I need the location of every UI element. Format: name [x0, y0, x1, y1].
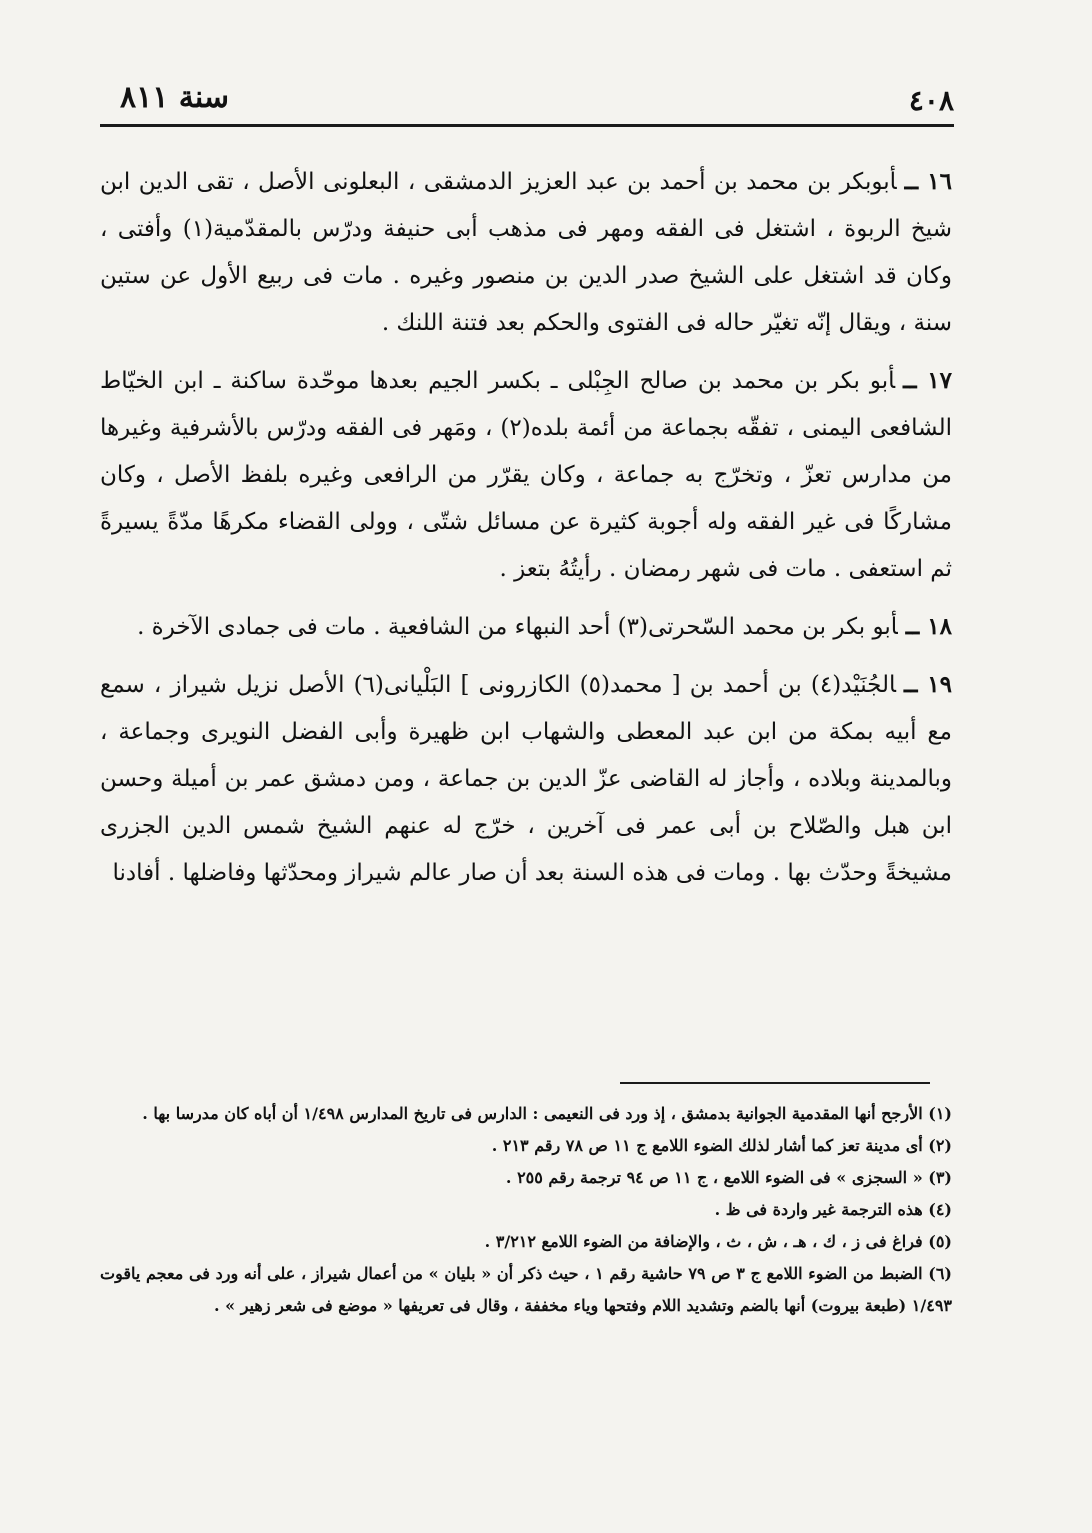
entry-number: ١٩ ــ [904, 671, 953, 698]
footnotes [100, 1098, 952, 1322]
footnote-4: (٤) هذه الترجمة غير واردة فى ظ . [714, 1200, 952, 1219]
entry-16 [100, 158, 952, 347]
running-head: سنة ٨١١ [120, 80, 230, 115]
footnote-2: (٢) أى مدينة تعز كما أشار لذلك الضوء اللامع ج ١١ ص ٧٨ رقم ٢١٣ . [491, 1136, 952, 1155]
footnote-5: (٥) فراغ فى ز ، ك ، هـ ، ش ، ث ، والإضافة من الضوء اللامع ٣/٢١٢ . [484, 1232, 952, 1251]
entry-number: ١٨ ــ [905, 613, 952, 640]
entry-19 [100, 661, 952, 897]
page-number: ٤٠٨ [908, 84, 954, 117]
footnote-6: (٦) الضبط من الضوء اللامع ج ٣ ص ٧٩ حاشية رقم ١ ، حيث ذكر أن « بليان » من أعمال شيراز ، على أنه ورد فى معجم ياقوت ١/٤٩٣ (طبعة بيروت) أنها بالضم وتشديد اللام وفتحها وياء مخففة ، وقال فى تعريفها « موضع فى شعر زهير » . [100, 1264, 952, 1315]
entry-text: أبو بكر بن محمد السّحرتى(٣) أحد النبهاء من الشافعية . مات فى جمادى الآخرة . [137, 614, 898, 640]
footnote-3: (٣) « السجزى » فى الضوء اللامع ، ج ١١ ص ٩٤ ترجمة رقم ٢٥٥ . [505, 1168, 952, 1187]
footnote-divider [620, 1082, 930, 1084]
entry-text: الجُنَيْد(٤) بن أحمد بن [ محمد(٥) الكازرونى ] البَلْيانى(٦) الأصل نزيل شيراز ، سمع مع أبيه بمكة من ابن عبد المعطى والشهاب ابن ظهيرة وأبى الفضل النويرى وجماعة ، وبالمدينة وبلاده ، وأجاز له القاضى عزّ الدين بن جماعة ، ومن دمشق عمر بن أميلة وحسن ابن هبل والصّلاح بن أبى عمر فى آخرين ، خرّج له عنهم الشيخ شمس الدين الجزرى مشيخةً وحدّث بها . ومات فى هذه السنة بعد أن صار عالم شيراز ومحدّثها وفاضلها . أفادنا [100, 672, 952, 886]
entry-number: ١٧ ــ [903, 367, 953, 394]
entry-text: أبوبكر بن محمد بن أحمد بن عبد العزيز الدمشقى ، البعلونى الأصل ، تقى الدين ابن شيخ الربوة ، اشتغل فى الفقه ومهر فى مذهب أبى حنيفة ودرّس بالمقدّمية(١) وأفتى ، وكان قد اشتغل على الشيخ صدر الدين بن منصور وغيره . مات فى ربيع الأول عن ستين سنة ، ويقال إنّه تغيّر حاله فى الفتوى والحكم بعد فتنة اللنك . [100, 169, 952, 336]
entry-text: أبو بكر بن محمد بن صالح الجِبْلى ـ بكسر الجيم بعدها موحّدة ساكنة ـ ابن الخيّاط الشافعى اليمنى ، تفقّه بجماعة من أئمة بلده(٢) ، ومَهر فى الفقه ودرّس بالأشرفية وغيرها من مدارس تعزّ ، وتخرّج به جماعة ، وكان يقرّر من الرافعى وغيره بلفظ الأصل ، وكان مشاركًا فى غير الفقه وله أجوبة كثيرة عن مسائل شتّى ، وولى القضاء مكرهًا مدّةً يسيرةً ثم استعفى . مات فى شهر رمضان . رأيتُهُ بتعز . [100, 368, 952, 582]
entry-number: ١٦ ــ [904, 168, 952, 195]
entry-17 [100, 357, 952, 593]
page-header [100, 76, 954, 127]
footnote-1: (١) الأرجح أنها المقدمية الجوانية بدمشق ، إذ ورد فى النعيمى : الدارس فى تاريخ المدارس ١/٤٩٨ أن أباه كان مدرسا بها . [142, 1104, 952, 1123]
entry-18 [100, 603, 952, 651]
main-text [100, 158, 952, 907]
